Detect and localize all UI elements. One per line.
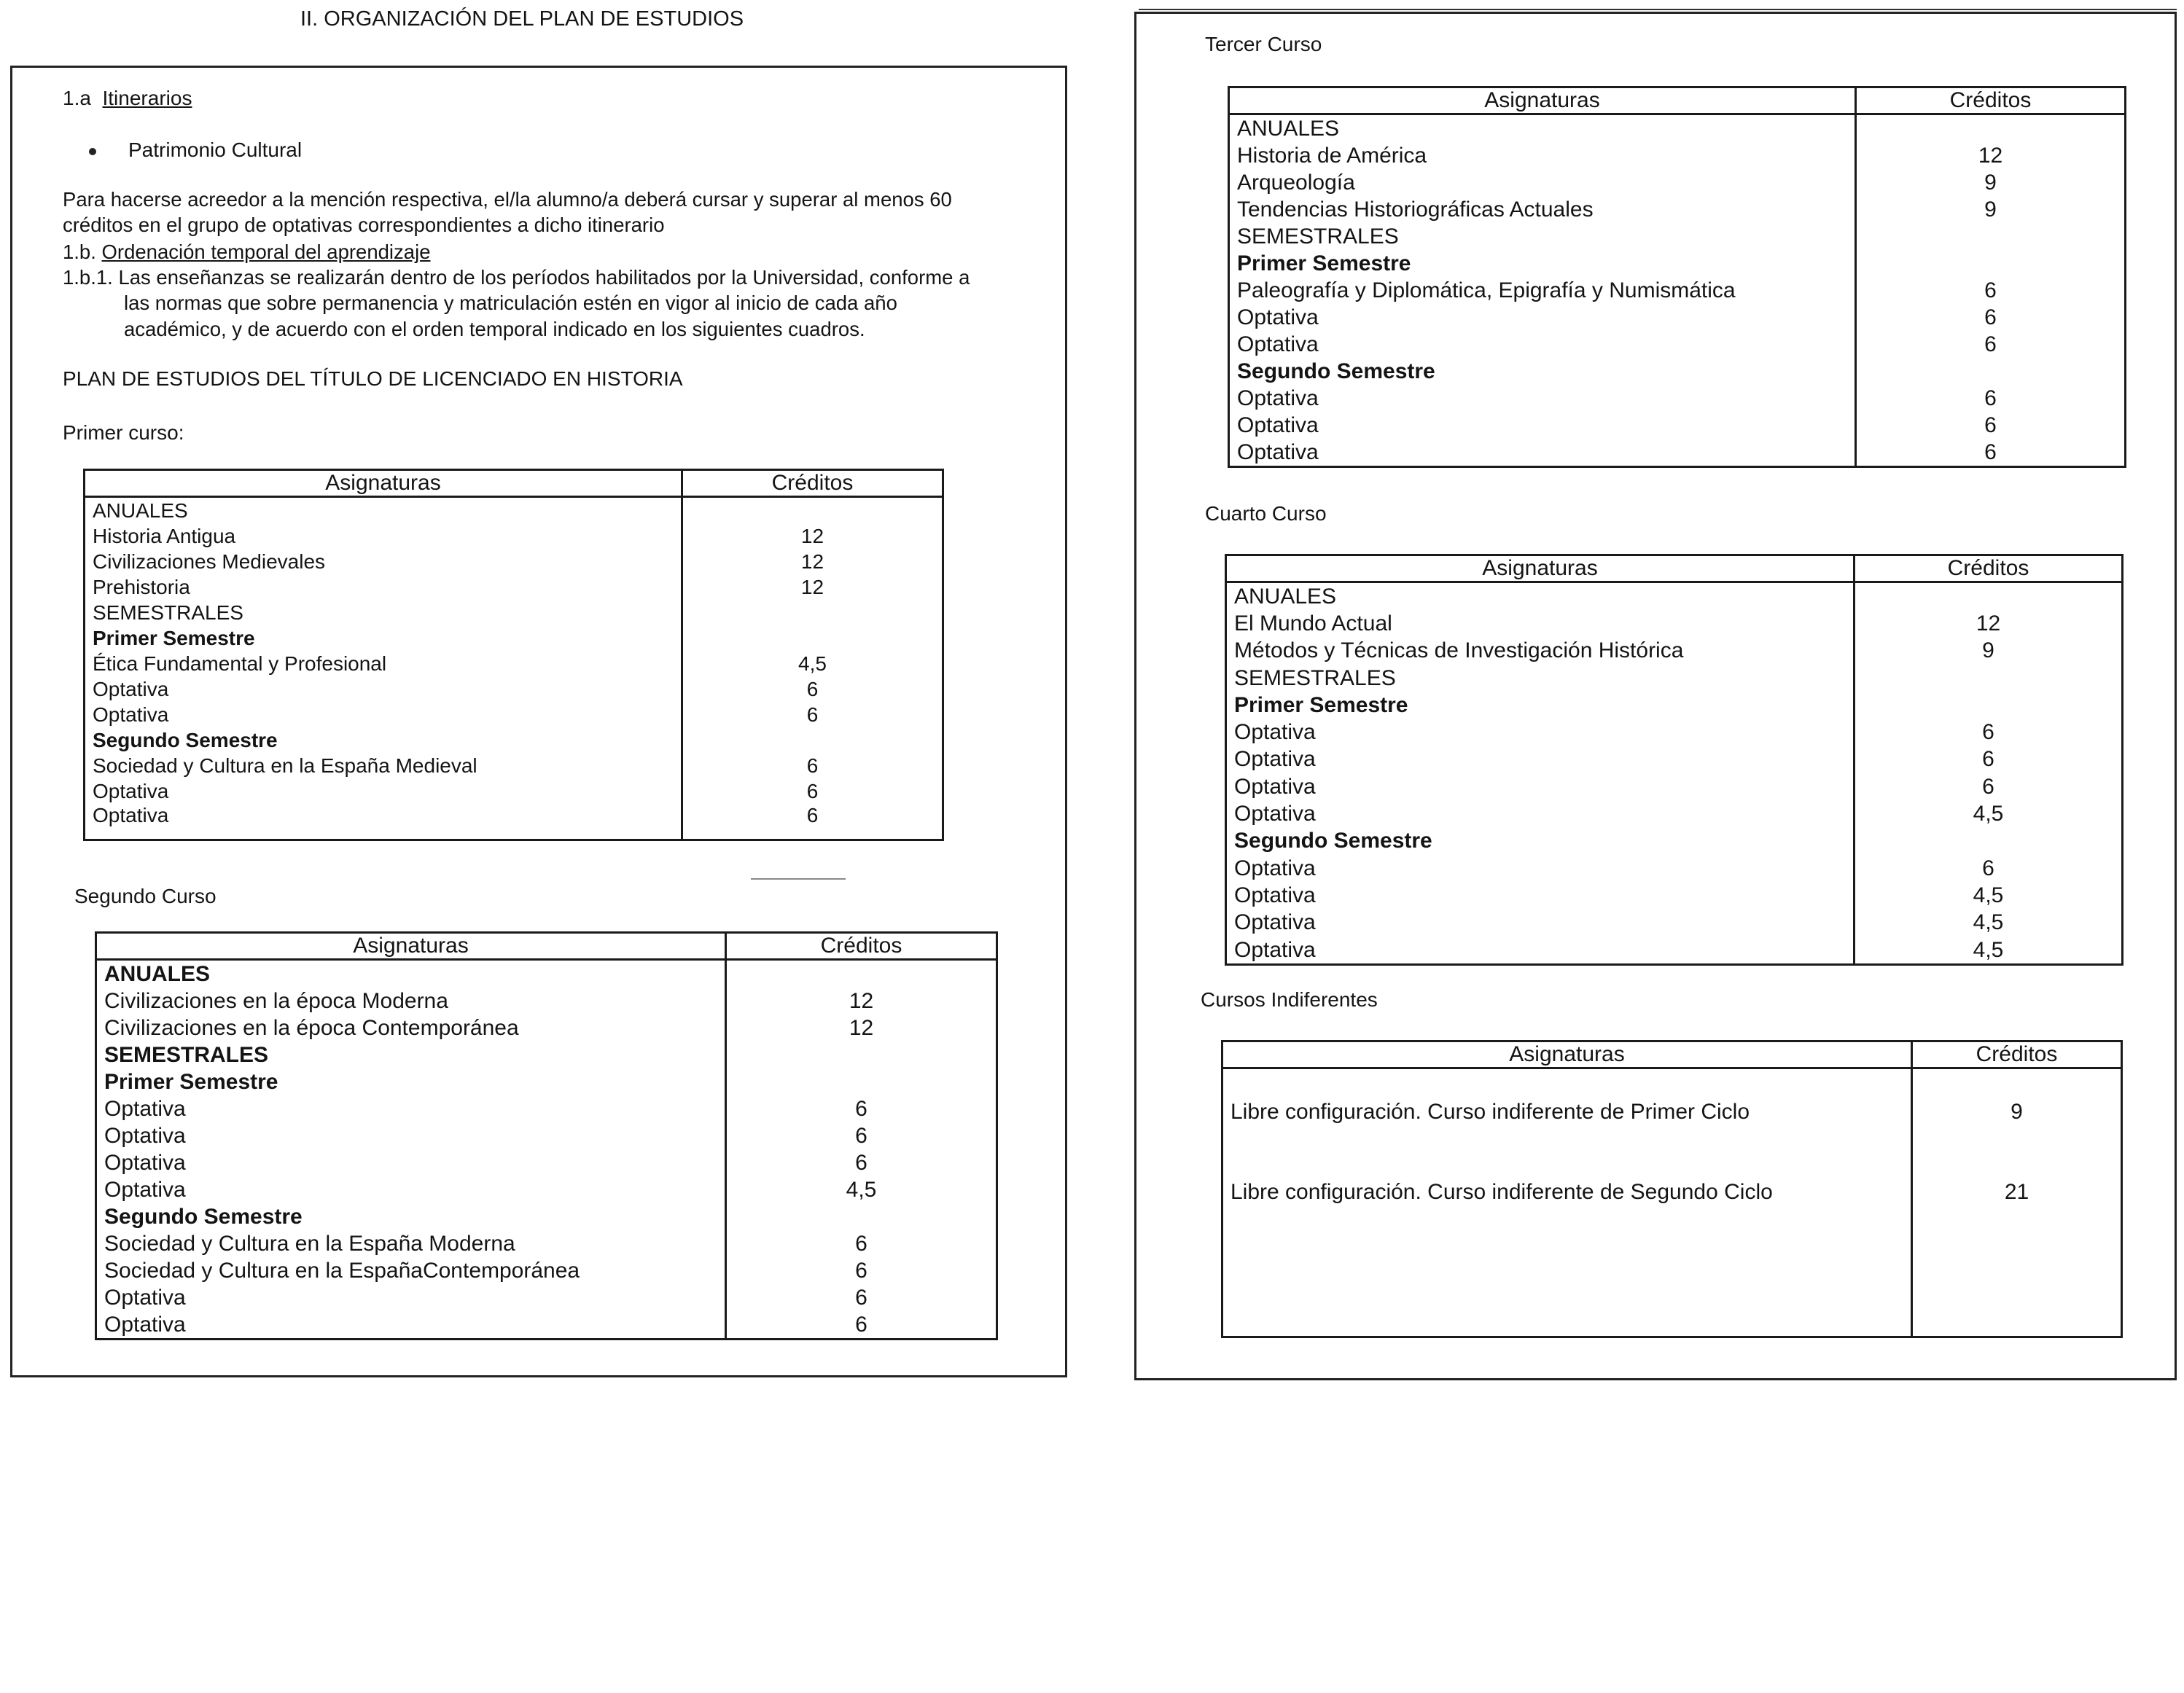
- table-row: [1226, 937, 2123, 965]
- header-creditos: Créditos: [1855, 555, 2123, 582]
- table-row: [96, 1041, 997, 1068]
- table-row: [85, 651, 943, 676]
- subject-cell: ANUALES: [1226, 582, 1855, 611]
- empty-cell: [1912, 1205, 2122, 1337]
- table-row: [1229, 114, 2126, 143]
- subject-cell: Optativa: [85, 676, 682, 702]
- table-row: [1226, 828, 2123, 855]
- curso-title-4: Cuarto Curso: [1205, 502, 1327, 525]
- subject-cell: Optativa: [1226, 910, 1855, 937]
- credits-cell: 6: [806, 754, 819, 777]
- credits-cell: 4,5: [846, 1177, 877, 1202]
- credits-cell: 6: [855, 1258, 867, 1283]
- table-row: [85, 600, 943, 625]
- credits-cell: 6: [1984, 386, 1997, 410]
- curso-title-1: Primer curso:: [63, 421, 184, 444]
- credits-cell: [726, 960, 997, 988]
- subject-cell: Métodos y Técnicas de Investigación Histórica: [1226, 638, 1855, 665]
- subject-cell: Optativa: [1229, 385, 1856, 412]
- credits-cell: 21: [2004, 1180, 2029, 1204]
- table-row: [1229, 196, 2126, 223]
- credits-cell: [1855, 692, 2123, 719]
- table-row: [85, 574, 943, 600]
- table-row: [96, 1257, 997, 1284]
- subject-cell: Primer Semestre: [1229, 250, 1856, 277]
- subject-cell: Civilizaciones en la época Moderna: [96, 988, 726, 1014]
- credits-cell: 6: [806, 804, 819, 826]
- subject-cell: SEMESTRALES: [1226, 665, 1855, 692]
- header-asignaturas: Asignaturas: [1222, 1041, 1912, 1068]
- subject-cell: ANUALES: [85, 497, 682, 524]
- table-row: [1226, 773, 2123, 800]
- table-row: [96, 1014, 997, 1041]
- subject-cell: SEMESTRALES: [96, 1041, 726, 1068]
- subject-cell: Optativa: [96, 1095, 726, 1122]
- table-tercer-curso: [1228, 86, 2126, 468]
- credits-cell: 9: [1982, 638, 1994, 663]
- subject-cell: SEMESTRALES: [85, 600, 682, 625]
- subject-cell: Primer Semestre: [85, 625, 682, 651]
- table-row: [96, 1095, 997, 1122]
- itinerarios-num: 1.a: [63, 87, 91, 109]
- table-primer-curso: [83, 469, 944, 841]
- credits-cell: 6: [1982, 856, 1994, 880]
- credits-cell: [682, 600, 943, 625]
- subject-cell: Primer Semestre: [96, 1068, 726, 1095]
- subject-cell: Optativa: [1226, 937, 1855, 965]
- credits-cell: 6: [1984, 305, 1997, 329]
- credits-cell: 6: [806, 677, 819, 700]
- table-row: [1226, 800, 2123, 827]
- table-row: [85, 625, 943, 651]
- credits-cell: [1855, 582, 2123, 611]
- subject-cell: Optativa: [1229, 331, 1856, 358]
- table-row: [1229, 142, 2126, 169]
- subject-cell: Optativa: [96, 1122, 726, 1149]
- credits-cell: 12: [1976, 611, 2001, 636]
- credits-cell: [1856, 358, 2126, 385]
- credits-cell: 6: [1984, 332, 1997, 356]
- subject-cell: ANUALES: [96, 960, 726, 988]
- subject-cell: Civilizaciones Medievales: [85, 549, 682, 574]
- credits-cell: 6: [1984, 439, 1997, 464]
- credits-cell: 12: [800, 550, 824, 573]
- subject-cell: Paleografía y Diplomática, Epigrafía y Numismática: [1229, 277, 1856, 304]
- credits-cell: [682, 625, 943, 651]
- credits-cell: 12: [800, 575, 824, 598]
- ordenacion-item-line-1: [63, 264, 970, 291]
- top-rule: [1139, 9, 2177, 10]
- table-row: [1229, 412, 2126, 439]
- credits-cell: [682, 727, 943, 753]
- table-row: [96, 1068, 997, 1095]
- table-row: [1226, 746, 2123, 773]
- credits-cell: [1855, 665, 2123, 692]
- credits-cell: 6: [1982, 774, 1994, 799]
- table-row: [96, 1122, 997, 1149]
- credits-cell: [1855, 828, 2123, 855]
- table-row: [85, 753, 943, 778]
- credits-cell: 4,5: [1973, 802, 2004, 826]
- credits-cell: 6: [855, 1285, 867, 1310]
- subject-cell: Segundo Semestre: [1229, 358, 1856, 385]
- table-row: [1229, 223, 2126, 250]
- bullet-icon: [89, 148, 96, 155]
- mencion-line-2: créditos en el grupo de optativas correspondientes a dicho itinerario: [63, 214, 665, 236]
- subject-cell: Segundo Semestre: [1226, 828, 1855, 855]
- ordenacion-item-text: Las enseñanzas se realizarán dentro de los períodos habilitados por la Universidad, conforme a: [118, 266, 970, 289]
- table-row: [1226, 882, 2123, 909]
- subject-cell: El Mundo Actual: [1226, 610, 1855, 637]
- subject-cell: Primer Semestre: [1226, 692, 1855, 719]
- mencion-line-1: Para hacerse acreedor a la mención respectiva, el/la alumno/a deberá cursar y superar al menos 60: [63, 188, 952, 211]
- credits-cell: 6: [1984, 278, 1997, 302]
- section-title: II. ORGANIZACIÓN DEL PLAN DE ESTUDIOS: [300, 7, 744, 31]
- credits-cell: 12: [849, 988, 874, 1013]
- subject-cell: Optativa: [96, 1149, 726, 1176]
- credits-cell: [1856, 114, 2126, 143]
- table-row: [85, 804, 943, 840]
- subject-cell: Optativa: [1226, 800, 1855, 827]
- credits-cell: 9: [1984, 170, 1997, 195]
- divider-line: [751, 878, 846, 880]
- table-row: [96, 1149, 997, 1176]
- credits-cell: [1856, 250, 2126, 277]
- table-row: [1226, 582, 2123, 611]
- itinerarios-label: Itinerarios: [102, 87, 192, 109]
- credits-cell: 9: [2011, 1100, 2023, 1124]
- ordenacion-item-line-2: las normas que sobre permanencia y matriculación estén en vigor al inicio de cada año: [124, 292, 897, 314]
- subject-cell: Optativa: [1226, 882, 1855, 909]
- subject-cell: ANUALES: [1229, 114, 1856, 143]
- subject-cell: Sociedad y Cultura en la España Medieval: [85, 753, 682, 778]
- credits-cell: 4,5: [1973, 937, 2004, 962]
- table-cuarto-curso: [1225, 554, 2123, 966]
- table-row: [96, 960, 997, 988]
- credits-cell: 4,5: [1973, 910, 2004, 935]
- credits-cell: [1856, 223, 2126, 250]
- subject-cell: Historia de América: [1229, 142, 1856, 169]
- ordenacion-item-line-3: académico, y de acuerdo con el orden temporal indicado en los siguientes cuadros.: [124, 318, 865, 340]
- subject-cell: Sociedad y Cultura en la EspañaContemporánea: [96, 1257, 726, 1284]
- credits-cell: [726, 1068, 997, 1095]
- table-cursos-indiferentes: [1221, 1040, 2123, 1338]
- table-row: [1229, 331, 2126, 358]
- table-row: [1229, 250, 2126, 277]
- subject-cell: Optativa: [85, 804, 682, 840]
- subject-cell: Optativa: [96, 1176, 726, 1203]
- credits-cell: 12: [1978, 143, 2003, 168]
- subject-cell: SEMESTRALES: [1229, 223, 1856, 250]
- credits-cell: [682, 497, 943, 524]
- subject-cell: Prehistoria: [85, 574, 682, 600]
- credits-cell: 9: [1984, 197, 1997, 222]
- table-row: [1226, 665, 2123, 692]
- credits-cell: 6: [1982, 720, 1994, 745]
- table-row: [85, 702, 943, 727]
- subject-cell: Segundo Semestre: [85, 727, 682, 753]
- subject-cell: Optativa: [85, 778, 682, 804]
- curso-title-3: Tercer Curso: [1205, 33, 1322, 55]
- credits-cell: 4,5: [798, 652, 827, 675]
- table-row: [85, 778, 943, 804]
- table-row: [85, 676, 943, 702]
- bullet-text: Patrimonio Cultural: [128, 138, 303, 161]
- credits-cell: 6: [855, 1312, 867, 1337]
- table-row: [1229, 385, 2126, 412]
- subject-cell: Libre configuración. Curso indiferente de Primer Ciclo: [1222, 1068, 1912, 1125]
- subject-cell: Libre configuración. Curso indiferente de Segundo Ciclo: [1222, 1125, 1912, 1205]
- table-segundo-curso: [95, 931, 998, 1340]
- credits-cell: 4,5: [1973, 883, 2004, 907]
- subject-cell: Arqueología: [1229, 169, 1856, 196]
- table-row: [1229, 439, 2126, 467]
- table-row: [1226, 719, 2123, 746]
- subject-cell: Civilizaciones en la época Contemporánea: [96, 1014, 726, 1041]
- itinerario-bullet-item: [89, 138, 302, 163]
- credits-cell: 6: [1984, 413, 1997, 437]
- header-creditos: Créditos: [1856, 87, 2126, 114]
- subject-cell: Optativa: [85, 702, 682, 727]
- table-row: [96, 988, 997, 1014]
- subject-cell: Optativa: [96, 1311, 726, 1340]
- table-row: [1229, 358, 2126, 385]
- header-asignaturas: Asignaturas: [1229, 87, 1856, 114]
- ordenacion-heading: [63, 238, 431, 265]
- table-row: [1222, 1125, 2122, 1205]
- table-row: [96, 1284, 997, 1311]
- table-row: [96, 1230, 997, 1257]
- subject-cell: Historia Antigua: [85, 523, 682, 549]
- subject-cell: Sociedad y Cultura en la España Moderna: [96, 1230, 726, 1257]
- subject-cell: Optativa: [1226, 746, 1855, 773]
- credits-cell: 6: [855, 1231, 867, 1256]
- table-row: [1222, 1205, 2122, 1337]
- table-row: [1226, 910, 2123, 937]
- subject-cell: Optativa: [1226, 773, 1855, 800]
- table-row: [1229, 277, 2126, 304]
- subject-cell: Ética Fundamental y Profesional: [85, 651, 682, 676]
- table-row: [96, 1203, 997, 1230]
- ordenacion-label: Ordenación temporal del aprendizaje: [101, 241, 431, 263]
- table-row: [85, 549, 943, 574]
- empty-cell: [1222, 1205, 1912, 1337]
- credits-cell: [726, 1203, 997, 1230]
- header-asignaturas: Asignaturas: [96, 933, 726, 960]
- credits-cell: 6: [855, 1150, 867, 1175]
- credits-cell: 6: [1982, 747, 1994, 772]
- header-creditos: Créditos: [682, 470, 943, 497]
- subject-cell: Optativa: [1229, 439, 1856, 467]
- table-row: [1226, 638, 2123, 665]
- credits-cell: 6: [855, 1123, 867, 1148]
- curso-title-5: Cursos Indiferentes: [1201, 988, 1378, 1011]
- credits-cell: 6: [806, 703, 819, 726]
- credits-cell: 6: [806, 779, 819, 802]
- table-row: [85, 727, 943, 753]
- curso-title-2: Segundo Curso: [74, 885, 217, 907]
- credits-cell: 12: [849, 1015, 874, 1040]
- table-row: [1226, 692, 2123, 719]
- subject-cell: Tendencias Historiográficas Actuales: [1229, 196, 1856, 223]
- table-row: [1229, 169, 2126, 196]
- table-row: [1226, 855, 2123, 882]
- table-row: [1229, 304, 2126, 331]
- credits-cell: 12: [800, 524, 824, 547]
- subject-cell: Optativa: [1229, 412, 1856, 439]
- credits-cell: 6: [855, 1096, 867, 1121]
- table-row: [85, 497, 943, 524]
- ordenacion-num: 1.b.: [63, 241, 96, 263]
- subject-cell: Optativa: [1226, 719, 1855, 746]
- plan-title: PLAN DE ESTUDIOS DEL TÍTULO DE LICENCIADO EN HISTORIA: [63, 367, 683, 390]
- itinerarios-heading: [63, 86, 192, 111]
- header-creditos: Créditos: [726, 933, 997, 960]
- ordenacion-item-num: 1.b.1.: [63, 266, 113, 289]
- header-creditos: Créditos: [1912, 1041, 2122, 1068]
- header-asignaturas: Asignaturas: [85, 470, 682, 497]
- subject-cell: Optativa: [1229, 304, 1856, 331]
- table-row: [85, 523, 943, 549]
- table-row: [96, 1176, 997, 1203]
- table-row: [1226, 610, 2123, 637]
- header-asignaturas: Asignaturas: [1226, 555, 1855, 582]
- credits-cell: [726, 1041, 997, 1068]
- table-row: [96, 1311, 997, 1340]
- subject-cell: Segundo Semestre: [96, 1203, 726, 1230]
- table-row: [1222, 1068, 2122, 1125]
- subject-cell: Optativa: [1226, 855, 1855, 882]
- subject-cell: Optativa: [96, 1284, 726, 1311]
